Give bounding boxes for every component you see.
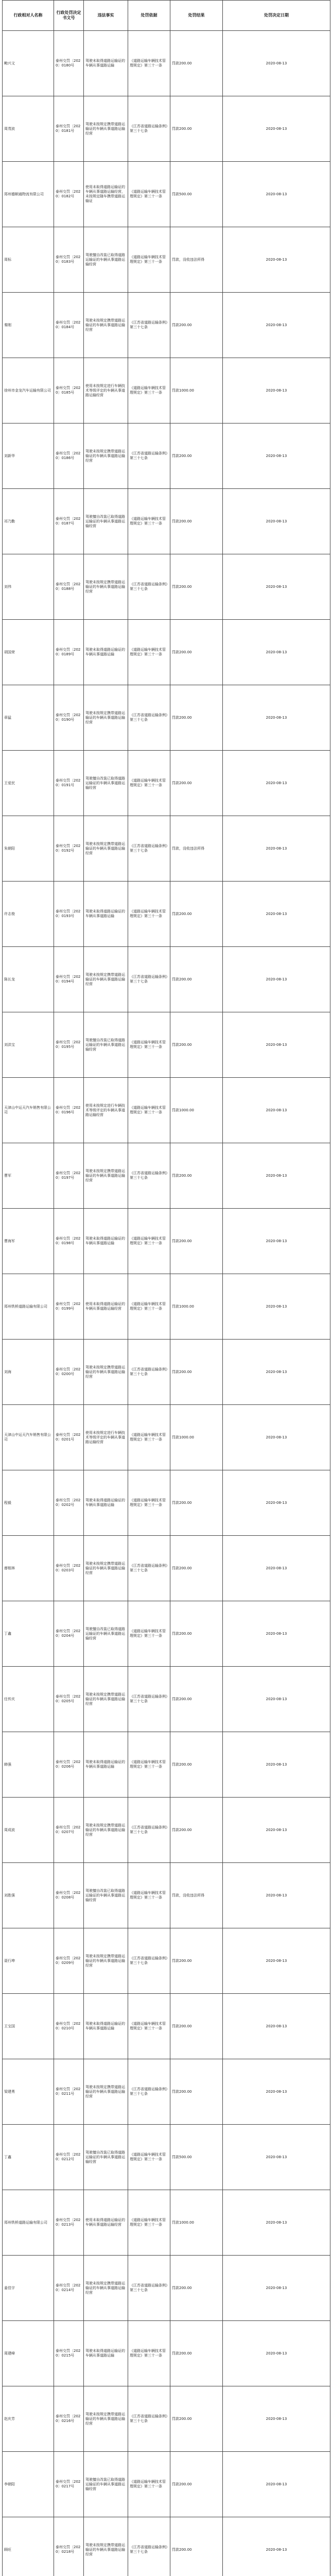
party-name-cell: 章猛 — [3, 685, 54, 751]
table-row — [3, 1470, 330, 1536]
table-row — [3, 1928, 330, 1994]
party-name-cell: 顾旺 — [3, 2517, 54, 2576]
violation-facts-cell: 驾驶擅自改装已取得道路运输证的车辆从事道路运输经营 — [84, 1863, 128, 1928]
violation-facts-cell: 驾驶未按规定携带道路运输证的车辆从事道路运输经营 — [84, 1340, 128, 1405]
party-name-cell: 秦刚 — [3, 293, 54, 358]
penalty-basis-cell: 《道路运输车辆技术管理规定》第三十一条 — [128, 1405, 170, 1470]
decision-date-cell: 2020-08-13 — [223, 2125, 330, 2190]
penalty-basis-cell: 《道路运输车辆技术管理规定》第三十一条 — [128, 358, 170, 423]
party-name-cell: 胡国荣 — [3, 620, 54, 685]
decision-number-cell: 泰州交罚〔2020〕0216号 — [54, 2386, 84, 2452]
decision-date-cell: 2020-08-13 — [223, 2059, 330, 2125]
decision-date-cell: 2020-08-13 — [223, 489, 330, 554]
decision-number-cell: 泰州交罚〔2020〕0188号 — [54, 554, 84, 620]
penalty-result-cell: 罚款200.00 — [170, 1601, 223, 1667]
violation-facts-cell: 驾驶未取得道路运输证的车辆从事道路运输 — [84, 1470, 128, 1536]
decision-number-cell: 泰州交罚〔2020〕0183号 — [54, 227, 84, 293]
table-row — [3, 1798, 330, 1863]
decision-number-cell: 泰州交罚〔2020〕0181号 — [54, 96, 84, 162]
penalty-basis-cell: 《江苏省道路运输条例》第三十七条 — [128, 2386, 170, 2452]
decision-number-cell: 泰州交罚〔2020〕0199号 — [54, 1274, 84, 1340]
decision-date-cell: 2020-08-13 — [223, 554, 330, 620]
table-row — [3, 1994, 330, 2059]
violation-facts-cell: 驾驶未按规定携带道路运输证的车辆从事道路运输经营 — [84, 2386, 128, 2452]
decision-date-cell: 2020-08-13 — [223, 1012, 330, 1078]
table-row — [3, 489, 330, 554]
decision-number-cell: 泰州交罚〔2020〕0201号 — [54, 1405, 84, 1470]
violation-facts-cell: 使用未按规定进行车辆技术等级评定的车辆从事道路运输经营 — [84, 358, 128, 423]
decision-date-cell: 2020-08-13 — [223, 882, 330, 947]
penalty-basis-cell: 《道路运输车辆技术管理规定》第三十一条 — [128, 31, 170, 96]
decision-date-cell: 2020-08-13 — [223, 1274, 330, 1340]
violation-facts-cell: 驾驶未取得道路运输证的车辆从事道路运输 — [84, 2321, 128, 2386]
violation-facts-cell: 驾驶擅自改装已取得道路运输证的车辆从事道路运输经营 — [84, 751, 128, 816]
penalty-basis-cell: 《江苏省道路运输条例》第三十七条 — [128, 96, 170, 162]
decision-date-cell: 2020-08-13 — [223, 423, 330, 489]
decision-date-cell: 2020-08-13 — [223, 1994, 330, 2059]
penalty-basis-cell: 《江苏省道路运输条例》第三十七条 — [128, 685, 170, 751]
decision-number-cell: 泰州交罚〔2020〕0207号 — [54, 1798, 84, 1863]
header-decision-number: 行政处罚决定书文号 — [54, 1, 84, 31]
decision-number-cell: 泰州交罚〔2020〕0210号 — [54, 1994, 84, 2059]
decision-date-cell: 2020-08-13 — [223, 1667, 330, 1732]
violation-facts-cell: 使用未取得道路运输证的车辆从事道路运输经营 — [84, 1274, 128, 1340]
table-row — [3, 685, 330, 751]
table-row — [3, 358, 330, 423]
decision-date-cell: 2020-08-13 — [223, 1928, 330, 1994]
violation-facts-cell: 驾驶擅自改装已取得道路运输证的车辆从事道路运输经营 — [84, 227, 128, 293]
decision-date-cell: 2020-08-13 — [223, 1340, 330, 1405]
penalty-basis-cell: 《道路运输车辆技术管理规定》第三十一条 — [128, 1732, 170, 1798]
decision-date-cell: 2020-08-13 — [223, 1601, 330, 1667]
penalty-result-cell: 罚款200.00 — [170, 1209, 223, 1274]
decision-date-cell: 2020-08-13 — [223, 2517, 330, 2576]
table-header-row — [3, 1, 330, 31]
table-row — [3, 1340, 330, 1405]
violation-facts-cell: 驾驶未按规定携带道路运输证的车辆从事道路运输经营 — [84, 1143, 128, 1209]
penalty-result-cell: 罚款，没收违法所得 — [170, 227, 223, 293]
party-name-cell: 陈长龙 — [3, 947, 54, 1012]
violation-facts-cell: 使用未取得道路运输证的车辆从事道路运输经营 — [84, 2190, 128, 2256]
penalty-basis-cell: 《道路运输车辆技术管理规定》第三十一条 — [128, 1601, 170, 1667]
decision-number-cell: 泰州交罚〔2020〕0189号 — [54, 620, 84, 685]
penalty-result-cell: 罚款，没收违法所得 — [170, 1863, 223, 1928]
decision-number-cell: 泰州交罚〔2020〕0211号 — [54, 2059, 84, 2125]
party-name-cell: 刘海 — [3, 1340, 54, 1405]
table-row — [3, 620, 330, 685]
violation-facts-cell: 驾驶擅自改装已取得道路运输证的车辆从事道路运输经营 — [84, 1601, 128, 1667]
violation-facts-cell: 驾驶未按规定携带道路运输证的车辆从事道路运输经营 — [84, 96, 128, 162]
party-name-cell: 赵庆芳 — [3, 2386, 54, 2452]
decision-date-cell: 2020-08-13 — [223, 1732, 330, 1798]
penalty-result-cell: 罚款200.00 — [170, 2256, 223, 2321]
violation-facts-cell: 驾驶未取得道路运输证的车辆从事道路运输 — [84, 1209, 128, 1274]
violation-facts-cell: 驾驶未取得道路运输证的车辆从事道路运输 — [84, 31, 128, 96]
party-name-cell: 刘胜强 — [3, 1863, 54, 1928]
decision-date-cell: 2020-08-13 — [223, 2452, 330, 2517]
violation-facts-cell: 驾驶未按规定携带道路运输证的车辆从事道路运输经营 — [84, 1667, 128, 1732]
violation-facts-cell: 驾驶未按规定携带道路运输证的车辆从事道路运输经营 — [84, 1928, 128, 1994]
penalty-result-cell: 罚款200.00 — [170, 2059, 223, 2125]
violation-facts-cell: 使用未取得道路运输证的车辆从事道路运输经营，未按规定随车携带道路运输证 — [84, 162, 128, 227]
decision-number-cell: 泰州交罚〔2020〕0190号 — [54, 685, 84, 751]
violation-facts-cell: 使用未按规定进行车辆技术等级评定的车辆从事道路运输经营 — [84, 1078, 128, 1143]
decision-number-cell: 泰州交罚〔2020〕0203号 — [54, 1536, 84, 1601]
violation-facts-cell: 使用未按规定进行车辆技术等级评定的车辆从事道路运输经营 — [84, 1405, 128, 1470]
party-name-cell: 周建峰 — [3, 2321, 54, 2386]
party-name-cell: 梁建勇 — [3, 2059, 54, 2125]
penalty-basis-cell: 《道路运输车辆技术管理规定》第三十一条 — [128, 882, 170, 947]
penalty-result-cell: 罚款1000.00 — [170, 1405, 223, 1470]
penalty-result-cell: 罚款200.00 — [170, 31, 223, 96]
violation-facts-cell: 驾驶未按规定携带道路运输证的车辆从事道路运输经营 — [84, 2256, 128, 2321]
decision-date-cell: 2020-08-13 — [223, 947, 330, 1012]
party-name-cell: 王爱民 — [3, 751, 54, 816]
penalty-basis-cell: 《道路运输车辆技术管理规定》第三十一条 — [128, 227, 170, 293]
violation-facts-cell: 驾驶未按规定携带道路运输证的车辆从事道路运输经营 — [84, 1798, 128, 1863]
decision-number-cell: 泰州交罚〔2020〕0184号 — [54, 293, 84, 358]
decision-date-cell: 2020-08-13 — [223, 2386, 330, 2452]
penalty-basis-cell: 《道路运输车辆技术管理规定》第三十一条 — [128, 489, 170, 554]
decision-date-cell: 2020-08-13 — [223, 96, 330, 162]
party-name-cell: 徐州市金龙汽车运输有限公司 — [3, 358, 54, 423]
penalty-result-cell: 罚款200.00 — [170, 423, 223, 489]
decision-number-cell: 泰州交罚〔2020〕0195号 — [54, 1012, 84, 1078]
decision-number-cell: 泰州交罚〔2020〕0196号 — [54, 1078, 84, 1143]
table-row — [3, 1405, 330, 1470]
party-name-cell: 任传庆 — [3, 1667, 54, 1732]
penalty-result-cell: 罚款200.00 — [170, 1994, 223, 2059]
penalty-result-cell: 罚款200.00 — [170, 620, 223, 685]
violation-facts-cell: 驾驶未按规定携带道路运输证的车辆从事道路运输经营 — [84, 2059, 128, 2125]
penalty-basis-cell: 《道路运输车辆技术管理规定》第三十一条 — [128, 751, 170, 816]
table-row — [3, 293, 330, 358]
penalty-basis-cell: 《江苏省道路运输条例》第三十七条 — [128, 816, 170, 882]
decision-number-cell: 泰州交罚〔2020〕0180号 — [54, 31, 84, 96]
penalty-result-cell: 罚款200.00 — [170, 947, 223, 1012]
decision-number-cell: 泰州交罚〔2020〕0202号 — [54, 1470, 84, 1536]
decision-number-cell: 泰州交罚〔2020〕0200号 — [54, 1340, 84, 1405]
party-name-cell: 曹海军 — [3, 1209, 54, 1274]
violation-facts-cell: 驾驶擅自改装已取得道路运输证的车辆从事道路运输经营 — [84, 2452, 128, 2517]
penalty-basis-cell: 《道路运输车辆技术管理规定》第三十一条 — [128, 2125, 170, 2190]
violation-facts-cell: 驾驶擅自改装已取得道路运输证的车辆从事道路运输经营 — [84, 1012, 128, 1078]
party-name-cell: 郑州铁桥道路运输有限公司 — [3, 2190, 54, 2256]
party-name-cell: 刘伟 — [3, 554, 54, 620]
penalty-result-cell: 罚款200.00 — [170, 1470, 223, 1536]
penalty-basis-cell: 《江苏省道路运输条例》第三十七条 — [128, 2517, 170, 2576]
table-row — [3, 1732, 330, 1798]
violation-facts-cell: 驾驶未按规定携带道路运输证的车辆从事道路运输经营 — [84, 1536, 128, 1601]
decision-number-cell: 泰州交罚〔2020〕0187号 — [54, 489, 84, 554]
decision-date-cell: 2020-08-13 — [223, 1470, 330, 1536]
penalty-basis-cell: 《道路运输车辆技术管理规定》第三十一条 — [128, 1863, 170, 1928]
penalty-basis-cell: 《江苏省道路运输条例》第三十七条 — [128, 2059, 170, 2125]
decision-date-cell: 2020-08-13 — [223, 751, 330, 816]
party-name-cell: 周标 — [3, 227, 54, 293]
header-penalty-result: 处罚结果 — [170, 1, 223, 31]
decision-date-cell: 2020-08-13 — [223, 2256, 330, 2321]
party-name-cell: 丁鑫 — [3, 1601, 54, 1667]
table-row — [3, 2190, 330, 2256]
table-row — [3, 162, 330, 227]
table-row — [3, 2125, 330, 2190]
decision-number-cell: 泰州交罚〔2020〕0197号 — [54, 1143, 84, 1209]
violation-facts-cell: 驾驶未取得道路运输证的车辆从事道路运输 — [84, 1994, 128, 2059]
penalty-result-cell: 罚款200.00 — [170, 1143, 223, 1209]
table-row — [3, 96, 330, 162]
table-row — [3, 1274, 330, 1340]
decision-number-cell: 泰州交罚〔2020〕0217号 — [54, 2452, 84, 2517]
penalty-basis-cell: 《江苏省道路运输条例》第三十七条 — [128, 1667, 170, 1732]
table-row — [3, 2059, 330, 2125]
penalty-result-cell: 罚款200.00 — [170, 96, 223, 162]
table-row — [3, 2452, 330, 2517]
violation-facts-cell: 驾驶未按规定携带道路运输证的车辆从事道路运输经营 — [84, 554, 128, 620]
decision-number-cell: 泰州交罚〔2020〕0209号 — [54, 1928, 84, 1994]
decision-number-cell: 泰州交罚〔2020〕0204号 — [54, 1601, 84, 1667]
party-name-cell: 郑州德顺通物流有限公司 — [3, 162, 54, 227]
party-name-cell: 李朝阳 — [3, 2452, 54, 2517]
table-row — [3, 1863, 330, 1928]
party-name-cell: 周茂波 — [3, 96, 54, 162]
party-name-cell: 朱朝阳 — [3, 816, 54, 882]
penalty-basis-cell: 《江苏省道路运输条例》第三十七条 — [128, 1536, 170, 1601]
penalty-result-cell: 罚款200.00 — [170, 1012, 223, 1078]
table-row — [3, 947, 330, 1012]
violation-facts-cell: 驾驶擅自改装已取得道路运输证的车辆从事道路运输经营 — [84, 489, 128, 554]
decision-date-cell: 2020-08-13 — [223, 2190, 330, 2256]
decision-number-cell: 泰州交罚〔2020〕0185号 — [54, 358, 84, 423]
header-decision-date: 处罚决定日期 — [223, 1, 330, 31]
violation-facts-cell: 驾驶未按规定携带道路运输证的车辆从事道路运输经营 — [84, 423, 128, 489]
penalty-basis-cell: 《江苏省道路运输条例》第三十七条 — [128, 947, 170, 1012]
decision-date-cell: 2020-08-13 — [223, 1405, 330, 1470]
penalty-basis-cell: 《江苏省道路运输条例》第三十七条 — [128, 423, 170, 489]
penalty-basis-cell: 《江苏省道路运输条例》第三十七条 — [128, 1798, 170, 1863]
table-row — [3, 2386, 330, 2452]
decision-date-cell: 2020-08-13 — [223, 1209, 330, 1274]
penalty-basis-cell: 《道路运输车辆技术管理规定》第三十一条 — [128, 1994, 170, 2059]
penalty-result-cell: 罚款，没收违法所得 — [170, 816, 223, 882]
penalty-basis-cell: 《江苏省道路运输条例》第三十七条 — [128, 1143, 170, 1209]
party-name-cell: 祁乃勤 — [3, 489, 54, 554]
decision-number-cell: 泰州交罚〔2020〕0213号 — [54, 2190, 84, 2256]
decision-date-cell: 2020-08-13 — [223, 620, 330, 685]
decision-number-cell: 泰州交罚〔2020〕0198号 — [54, 1209, 84, 1274]
decision-date-cell: 2020-08-13 — [223, 1078, 330, 1143]
decision-date-cell: 2020-08-13 — [223, 816, 330, 882]
penalty-basis-cell: 《道路运输车辆技术管理规定》第三十一条 — [128, 162, 170, 227]
penalty-basis-cell: 《江苏省道路运输条例》第三十七条 — [128, 554, 170, 620]
decision-date-cell: 2020-08-13 — [223, 358, 330, 423]
table-row — [3, 31, 330, 96]
decision-number-cell: 泰州交罚〔2020〕0193号 — [54, 882, 84, 947]
party-name-cell: 鲍兴文 — [3, 31, 54, 96]
table-row — [3, 882, 330, 947]
penalty-result-cell: 罚款200.00 — [170, 1536, 223, 1601]
penalty-table — [2, 0, 330, 2576]
violation-facts-cell: 驾驶未按规定携带道路运输证的车辆从事道路运输经营 — [84, 947, 128, 1012]
penalty-result-cell: 罚款200.00 — [170, 1732, 223, 1798]
party-name-cell: 丁鑫 — [3, 2125, 54, 2190]
decision-number-cell: 泰州交罚〔2020〕0192号 — [54, 816, 84, 882]
decision-date-cell: 2020-08-13 — [223, 31, 330, 96]
party-name-cell: 聂行坤 — [3, 1928, 54, 1994]
decision-number-cell: 泰州交罚〔2020〕0214号 — [54, 2256, 84, 2321]
decision-number-cell: 泰州交罚〔2020〕0194号 — [54, 947, 84, 1012]
decision-number-cell: 泰州交罚〔2020〕0212号 — [54, 2125, 84, 2190]
party-name-cell: 刘洪宝 — [3, 1012, 54, 1078]
table-row — [3, 227, 330, 293]
decision-date-cell: 2020-08-13 — [223, 685, 330, 751]
decision-date-cell: 2020-08-13 — [223, 227, 330, 293]
table-row — [3, 816, 330, 882]
penalty-basis-cell: 《道路运输车辆技术管理规定》第三十一条 — [128, 2452, 170, 2517]
penalty-basis-cell: 《道路运输车辆技术管理规定》第三十一条 — [128, 1012, 170, 1078]
penalty-result-cell: 罚款200.00 — [170, 1798, 223, 1863]
header-party-name: 行政相对人名称 — [3, 1, 54, 31]
party-name-cell: 程毅 — [3, 1470, 54, 1536]
violation-facts-cell: 驾驶未按规定携带道路运输证的车辆从事道路运输经营 — [84, 2517, 128, 2576]
penalty-basis-cell: 《道路运输车辆技术管理规定》第三十一条 — [128, 1274, 170, 1340]
penalty-result-cell: 罚款500.00 — [170, 162, 223, 227]
penalty-basis-cell: 《江苏省道路运输条例》第三十七条 — [128, 1928, 170, 1994]
party-name-cell: 许志俊 — [3, 882, 54, 947]
violation-facts-cell: 驾驶未取得道路运输证的车辆从事道路运输 — [84, 882, 128, 947]
table-row — [3, 1209, 330, 1274]
decision-number-cell: 泰州交罚〔2020〕0218号 — [54, 2517, 84, 2576]
penalty-result-cell: 罚款200.00 — [170, 751, 223, 816]
violation-facts-cell: 驾驶未按规定携带道路运输证的车辆从事道路运输经营 — [84, 293, 128, 358]
penalty-result-cell: 罚款200.00 — [170, 2321, 223, 2386]
table-row — [3, 1143, 330, 1209]
party-name-cell: 韩强 — [3, 1732, 54, 1798]
penalty-result-cell: 罚款200.00 — [170, 293, 223, 358]
decision-date-cell: 2020-08-13 — [223, 293, 330, 358]
penalty-result-cell: 罚款200.00 — [170, 2517, 223, 2576]
penalty-basis-cell: 《江苏省道路运输条例》第三十七条 — [128, 1340, 170, 1405]
party-name-cell: 王宝国 — [3, 1994, 54, 2059]
table-row — [3, 1667, 330, 1732]
penalty-result-cell: 罚款200.00 — [170, 1340, 223, 1405]
decision-date-cell: 2020-08-13 — [223, 1798, 330, 1863]
table-row — [3, 751, 330, 816]
party-name-cell: 刘新华 — [3, 423, 54, 489]
table-row — [3, 1078, 330, 1143]
penalty-basis-cell: 《道路运输车辆技术管理规定》第三十一条 — [128, 1078, 170, 1143]
table-row — [3, 1536, 330, 1601]
penalty-basis-cell: 《道路运输车辆技术管理规定》第三十一条 — [128, 620, 170, 685]
decision-date-cell: 2020-08-13 — [223, 2321, 330, 2386]
party-name-cell: 天津山中运天汽车销售有限公司 — [3, 1078, 54, 1143]
header-violation-facts: 违法事实 — [84, 1, 128, 31]
penalty-result-cell: 罚款500.00 — [170, 2125, 223, 2190]
table-row — [3, 2321, 330, 2386]
decision-number-cell: 泰州交罚〔2020〕0186号 — [54, 423, 84, 489]
penalty-result-cell: 罚款200.00 — [170, 685, 223, 751]
penalty-result-cell: 罚款200.00 — [170, 489, 223, 554]
table-row — [3, 2256, 330, 2321]
violation-facts-cell: 驾驶擅自改装已取得道路运输证的车辆从事道路运输经营 — [84, 2125, 128, 2190]
party-name-cell: 周成波 — [3, 1798, 54, 1863]
table-row — [3, 1012, 330, 1078]
penalty-result-cell: 罚款1000.00 — [170, 1078, 223, 1143]
party-name-cell: 曹军 — [3, 1143, 54, 1209]
decision-number-cell: 泰州交罚〔2020〕0208号 — [54, 1863, 84, 1928]
decision-number-cell: 泰州交罚〔2020〕0205号 — [54, 1667, 84, 1732]
decision-number-cell: 泰州交罚〔2020〕0182号 — [54, 162, 84, 227]
violation-facts-cell: 驾驶未取得道路运输证的车辆从事道路运输 — [84, 620, 128, 685]
penalty-result-cell: 罚款200.00 — [170, 882, 223, 947]
header-penalty-basis: 处罚依据 — [128, 1, 170, 31]
table-row — [3, 2517, 330, 2576]
decision-date-cell: 2020-08-13 — [223, 162, 330, 227]
decision-date-cell: 2020-08-13 — [223, 1143, 330, 1209]
decision-number-cell: 泰州交罚〔2020〕0206号 — [54, 1732, 84, 1798]
penalty-result-cell: 罚款1000.00 — [170, 1274, 223, 1340]
penalty-result-cell: 罚款1000.00 — [170, 358, 223, 423]
violation-facts-cell: 驾驶未取得道路运输证的车辆从事道路运输 — [84, 1732, 128, 1798]
penalty-basis-cell: 《道路运输车辆技术管理规定》第三十一条 — [128, 1470, 170, 1536]
penalty-result-cell: 罚款200.00 — [170, 1667, 223, 1732]
violation-facts-cell: 驾驶未按规定携带道路运输证的车辆从事道路运输经营 — [84, 816, 128, 882]
decision-date-cell: 2020-08-13 — [223, 1863, 330, 1928]
penalty-result-cell: 罚款200.00 — [170, 1928, 223, 1994]
table-row — [3, 554, 330, 620]
party-name-cell: 廖根林 — [3, 1536, 54, 1601]
party-name-cell: 郑州铁桥道路运输有限公司 — [3, 1274, 54, 1340]
decision-date-cell: 2020-08-13 — [223, 1536, 330, 1601]
penalty-basis-cell: 《道路运输车辆技术管理规定》第三十一条 — [128, 2190, 170, 2256]
decision-number-cell: 泰州交罚〔2020〕0215号 — [54, 2321, 84, 2386]
penalty-basis-cell: 《道路运输车辆技术管理规定》第三十一条 — [128, 1209, 170, 1274]
table-row — [3, 423, 330, 489]
party-name-cell: 天津山中运天汽车销售有限公司 — [3, 1405, 54, 1470]
decision-number-cell: 泰州交罚〔2020〕0191号 — [54, 751, 84, 816]
table-body — [3, 31, 330, 2576]
penalty-result-cell: 罚款200.00 — [170, 2452, 223, 2517]
party-name-cell: 姜佳宇 — [3, 2256, 54, 2321]
violation-facts-cell: 驾驶未按规定携带道路运输证的车辆从事道路运输经营 — [84, 685, 128, 751]
table-row — [3, 1601, 330, 1667]
penalty-result-cell: 罚款200.00 — [170, 2386, 223, 2452]
penalty-result-cell: 罚款1000.00 — [170, 2190, 223, 2256]
penalty-basis-cell: 《江苏省道路运输条例》第三十七条 — [128, 2256, 170, 2321]
penalty-basis-cell: 《道路运输车辆技术管理规定》第三十一条 — [128, 2321, 170, 2386]
penalty-result-cell: 罚款200.00 — [170, 554, 223, 620]
penalty-basis-cell: 《江苏省道路运输条例》第三十七条 — [128, 293, 170, 358]
